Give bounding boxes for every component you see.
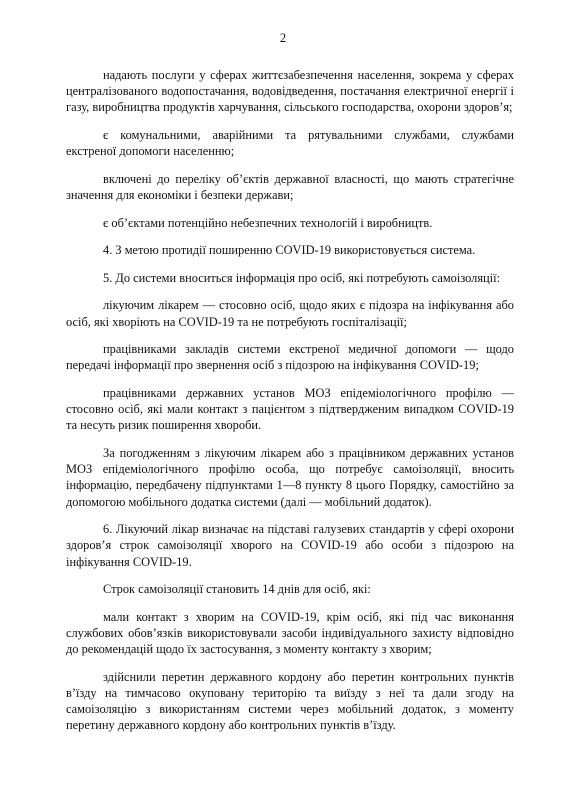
paragraph-moh-workers: працівниками державних установ МОЗ епідеміологічного профілю — стосовно осіб, які мали контакт з пацієнтом з підтвердженим випадком COVID-19 та несуть ризик поширення хвороби. (66, 385, 514, 433)
paragraph-isolation-period: Строк самоізоляції становить 14 днів для осіб, які: (103, 582, 371, 597)
paragraph-item-5: 5. До системи вноситься інформація про осіб, які потребують самоізоляції: (103, 270, 501, 285)
paragraph-emergency-care-workers: працівниками закладів системи екстреної медичної допомоги — щодо передачі інформації про звернення осіб з підозрою на інфікування COVID-19; (66, 342, 514, 373)
paragraph-contact-with-patient: мали контакт з хворим на COVID-19, крім осіб, які під час виконання службових обов’язків використовували засоби індивідуального захисту відповідно до рекомендацій щодо їх застосування, з моменту контакту з хворим; (66, 609, 514, 657)
page-number: 2 (279, 31, 287, 45)
paragraph-hazardous-technologies: є об’єктами потенційно небезпечних технологій і виробництв. (103, 215, 433, 230)
paragraph-life-support-services: надають послуги у сферах життєзабезпечення населення, зокрема у сферах централізованого водопостачання, водовідведення, постачання електричної енергії і газу, виробництва продуктів харчування, сільського господарства, охорони здоров’я; (66, 68, 514, 115)
paragraph-border-crossing: здійснили перетин державного кордону або перетин контрольних пунктів в’їзду на тимчасово окуповану територію та виїзду з неї та дали згоду на самоізоляцію з використанням системи через мобільний додаток, з моменту перетину державного кордону або контрольних пунктів в’їзду. (66, 669, 514, 733)
document-body (66, 67, 514, 745)
paragraph-strategic-objects: включені до переліку об’єктів державної власності, що мають стратегічне значення для економіки і безпеки держави; (66, 171, 514, 202)
paragraph-item-6: 6. Лікуючий лікар визначає на підставі галузевих стандартів у сфері охорони здоров’я строк самоізоляції хворого на COVID-19 або особи з підозрою на інфікування COVID-19. (66, 522, 514, 569)
paragraph-agreement-mobile-app: За погодженням з лікуючим лікарем або з працівником державних установ МОЗ епідеміологічного профілю особа, що потребує самоізоляції, вносить інформацію, передбачену підпунктами 1—8 пункту 8 цього Порядку, самостійно за допомогою мобільного додатка системи (далі — мобільний додаток). (66, 445, 514, 509)
paragraph-attending-doctor: лікуючим лікарем — стосовно осіб, щодо яких є підозра на інфікування або осіб, які хворіють на COVID-19 та не потребують госпіталізації; (66, 298, 514, 329)
paragraph-item-4: 4. З метою протидії поширенню COVID-19 використовується система. (103, 243, 476, 258)
paragraph-emergency-services: є комунальними, аварійними та рятувальними службами, службами екстреної допомоги населенню; (66, 128, 514, 159)
